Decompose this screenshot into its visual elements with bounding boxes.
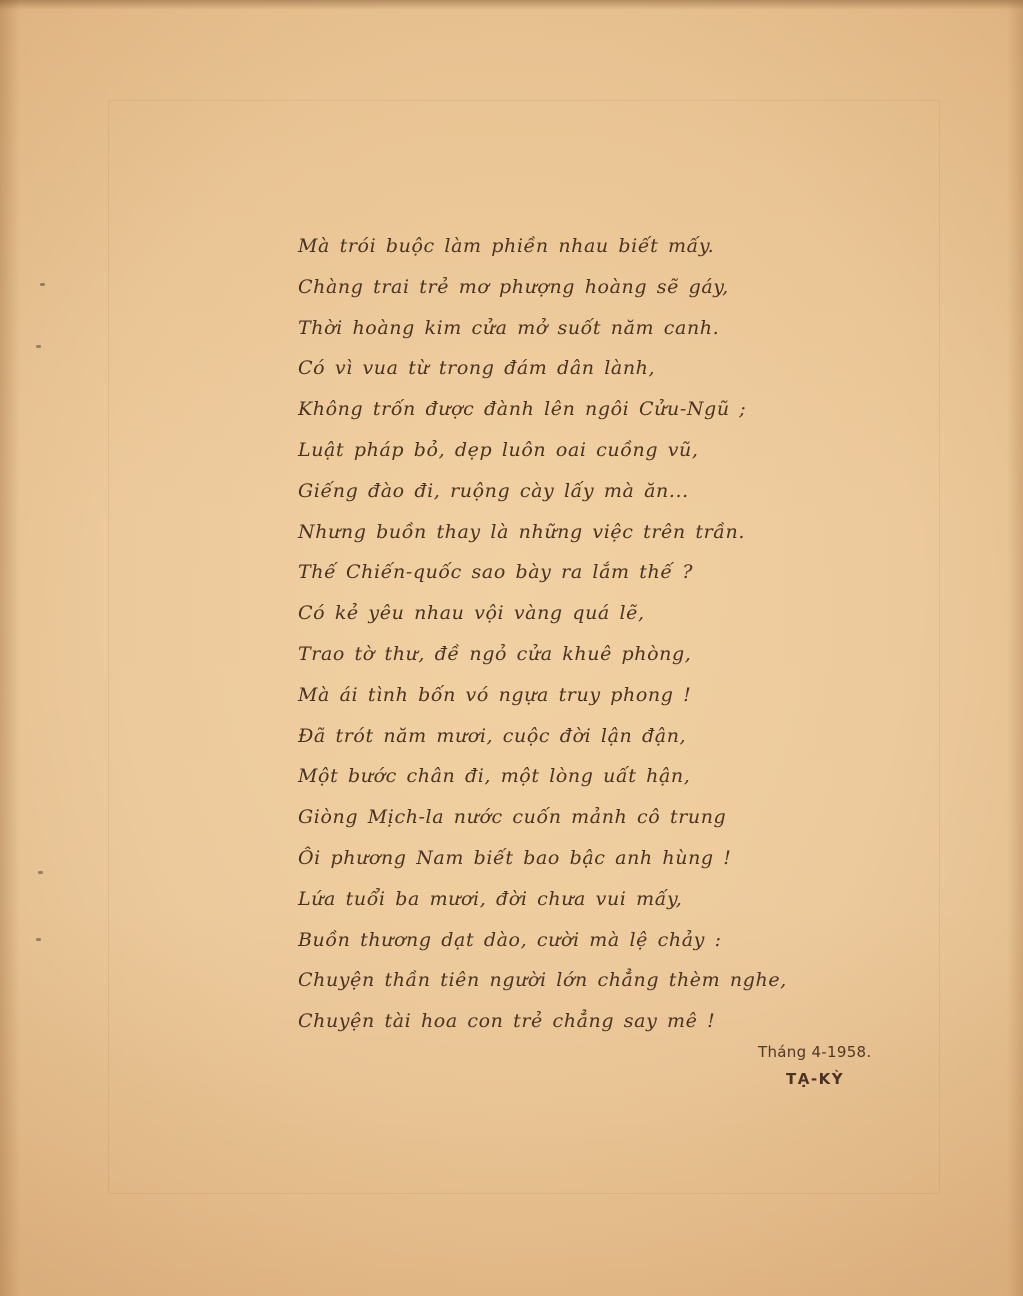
poem-line: Buồn thương dạt dào, cười mà lệ chảy : bbox=[298, 928, 722, 951]
paper-speck bbox=[36, 938, 41, 941]
poem-line: Ôi phương Nam biết bao bậc anh hùng ! bbox=[298, 846, 732, 869]
poem-line: Chuyện thần tiên người lớn chẳng thèm nghe, bbox=[298, 969, 787, 992]
poem-line: Giòng Mịch-la nước cuốn mảnh cô trung bbox=[298, 806, 727, 829]
poem-line: Giếng đào đi, ruộng cày lấy mà ăn... bbox=[298, 479, 689, 502]
poem-block bbox=[298, 226, 858, 1042]
poem-line: Mà ái tình bốn vó ngựa truy phong ! bbox=[298, 683, 692, 706]
page-top-edge bbox=[0, 0, 1023, 10]
poem-line: Mà trói buộc làm phiền nhau biết mấy. bbox=[298, 235, 715, 257]
poem-line: Đã trót năm mươi, cuộc đời lận đận, bbox=[298, 724, 687, 747]
poem-line: Chuyện tài hoa con trẻ chẳng say mê ! bbox=[298, 1010, 716, 1033]
poem-line: Không trốn được đành lên ngôi Cửu-Ngũ ; bbox=[298, 398, 747, 421]
poem-line: Thời hoàng kim cửa mở suốt năm canh. bbox=[298, 316, 720, 339]
poem-line: Có vì vua từ trong đám dân lành, bbox=[298, 357, 656, 380]
poem-line: Thế Chiến-quốc sao bày ra lắm thế ? bbox=[298, 561, 694, 584]
poem-line: Lứa tuổi ba mươi, đời chưa vui mấy, bbox=[298, 887, 683, 910]
poem-line: Luật pháp bỏ, dẹp luôn oai cuồng vũ, bbox=[298, 438, 699, 461]
poem-line: Một bước chân đi, một lòng uất hận, bbox=[298, 765, 691, 788]
poem-line: Có kẻ yêu nhau vội vàng quá lẽ, bbox=[298, 602, 645, 625]
poem-line: Nhưng buồn thay là những việc trên trần. bbox=[298, 520, 746, 543]
poem-line: Chàng trai trẻ mơ phượng hoàng sẽ gáy, bbox=[298, 275, 729, 298]
signature-date: Tháng 4-1958. bbox=[758, 1043, 872, 1061]
paper-speck bbox=[40, 283, 45, 286]
paper-speck bbox=[36, 345, 41, 348]
paper-speck bbox=[38, 871, 43, 874]
poem-line: Trao tờ thư, đề ngỏ cửa khuê phòng, bbox=[298, 642, 692, 665]
signature-author: TẠ-KỲ bbox=[786, 1070, 845, 1088]
